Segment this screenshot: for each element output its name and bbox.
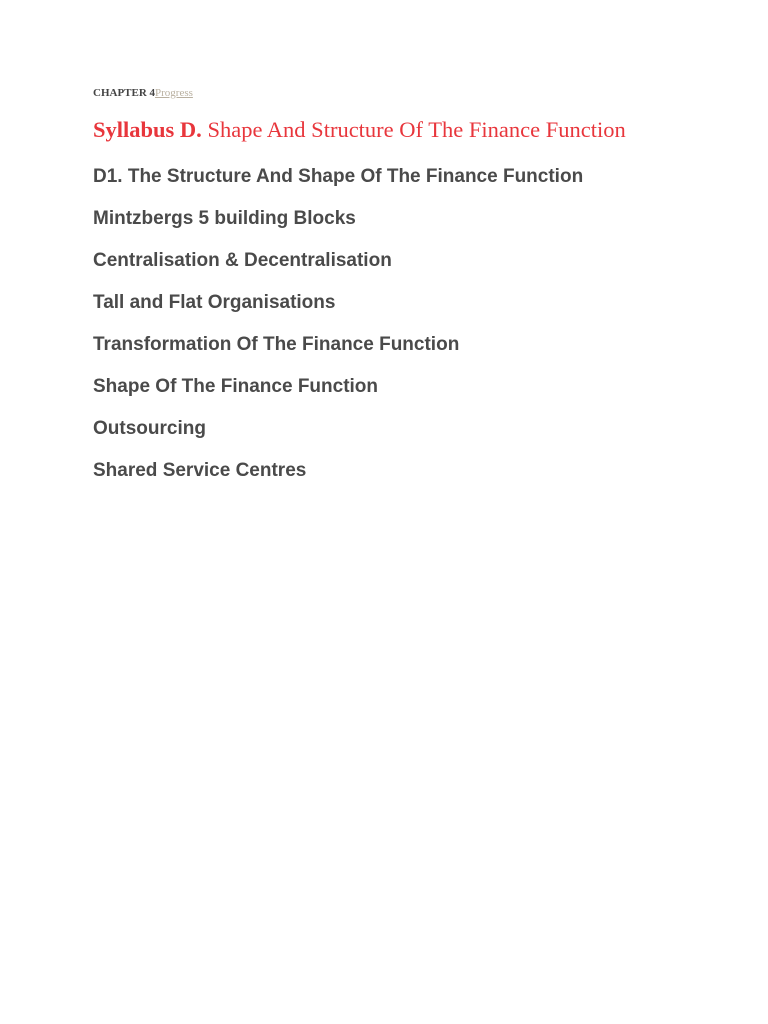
section-link-d1-structure[interactable]: D1. The Structure And Shape Of The Finance Function: [93, 166, 584, 187]
section-link-transformation[interactable]: Transformation Of The Finance Function: [93, 334, 460, 355]
section-link-outsourcing[interactable]: Outsourcing: [93, 418, 206, 439]
section-link-mintzberg[interactable]: Mintzbergs 5 building Blocks: [93, 208, 356, 229]
section-list: [93, 165, 733, 483]
chapter-label: CHAPTER 4: [93, 87, 156, 99]
section-link-tall-flat[interactable]: Tall and Flat Organisations: [93, 292, 336, 313]
page-title: [93, 115, 733, 145]
title-text: Shape And Structure Of The Finance Function: [207, 117, 626, 142]
section-link-centralisation[interactable]: Centralisation & Decentralisation: [93, 250, 392, 271]
page-content: [93, 86, 733, 501]
chapter-header: [93, 86, 733, 100]
progress-link[interactable]: Progress: [155, 87, 193, 99]
section-link-shared-services[interactable]: Shared Service Centres: [93, 460, 307, 481]
section-link-shape[interactable]: Shape Of The Finance Function: [93, 376, 379, 397]
title-prefix: Syllabus D.: [93, 117, 202, 142]
